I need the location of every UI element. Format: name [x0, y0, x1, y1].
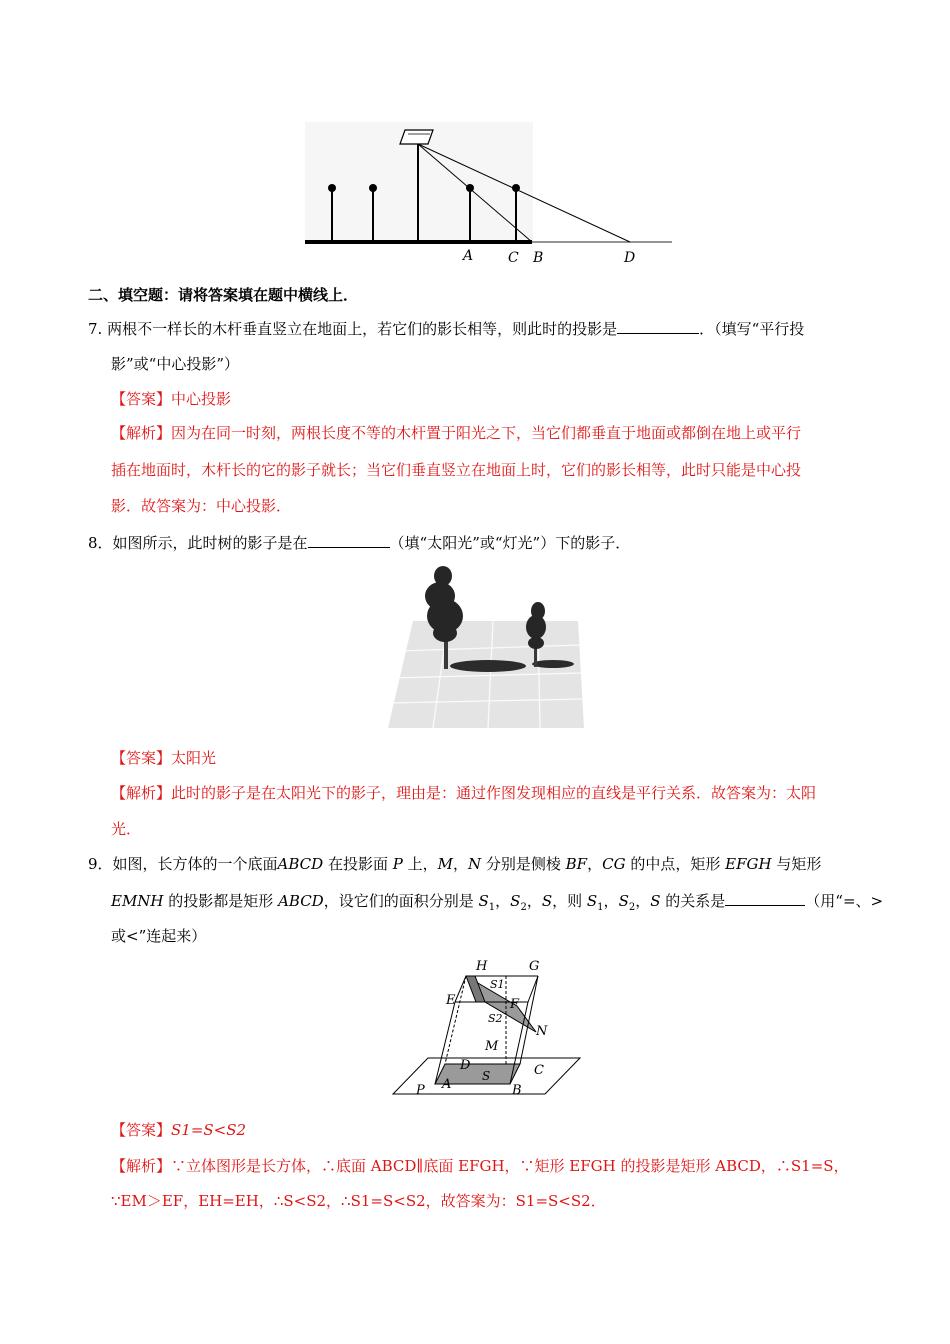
q9-var: S — [510, 892, 521, 910]
q8-answer — [111, 747, 216, 769]
q9-sub: 2 — [628, 902, 636, 913]
label-s: S — [482, 1069, 491, 1083]
q7-answer-blank[interactable] — [617, 317, 699, 334]
q9-var: S — [541, 892, 553, 910]
q9-var: EFGH — [725, 855, 772, 873]
cuboid-projection-figure — [390, 952, 590, 1100]
q9-sub: 1 — [597, 902, 604, 913]
answer-text: 中心投影 — [171, 390, 232, 408]
q9-line3: 或<”连起来） — [111, 927, 207, 945]
label-a: A — [463, 248, 474, 264]
q9-var: P — [392, 855, 403, 873]
q9-var: BF — [565, 855, 588, 873]
q9-text: 分别是侧棱 — [481, 855, 566, 873]
label-c: C — [534, 1063, 544, 1078]
label-h: H — [476, 959, 488, 974]
lamp-box — [400, 130, 433, 144]
q9-var: N — [467, 855, 482, 873]
q9-var: EMNH — [111, 892, 164, 910]
q9-var: S — [478, 892, 489, 910]
q9-text: 的关系是 — [660, 892, 726, 910]
q9-answer — [111, 1119, 246, 1141]
answer-tag: 【答案】 — [111, 749, 172, 767]
q7-analysis-1 — [111, 422, 801, 444]
tree2-crown — [526, 602, 546, 649]
label-s2: S2 — [488, 1012, 503, 1025]
label-c: C — [508, 250, 519, 266]
q9-text: ，设它们的面积分别是 — [323, 892, 479, 910]
q8-answer-blank[interactable] — [308, 531, 390, 548]
q9-text: ，则 — [552, 892, 587, 910]
label-n: N — [536, 1024, 548, 1039]
q8-line1 — [88, 531, 630, 554]
q9-text: 在投影面 — [323, 855, 393, 873]
label-g: G — [529, 959, 540, 974]
q9-var: ABCD — [278, 892, 324, 910]
q9-sub: 1 — [488, 902, 496, 913]
q9-line2 — [111, 889, 883, 919]
analysis-tag: 【解析】 — [111, 424, 172, 442]
answer-text: S1=S<S2 — [171, 1121, 247, 1139]
q9-var: S — [650, 892, 661, 910]
label-a: A — [442, 1077, 452, 1092]
tree1-shadow — [450, 660, 526, 672]
q7-analysis-3: 影．故答案为：中心投影． — [111, 497, 292, 515]
q9-text: ， — [603, 892, 619, 910]
q9-var: ABCD — [277, 855, 324, 873]
analysis-tag: 【解析】 — [111, 784, 172, 802]
label-f: F — [510, 997, 520, 1012]
q9-text: 与矩形 — [771, 855, 822, 873]
label-e: E — [446, 993, 456, 1008]
q9-analysis-2: ∵EM＞EF，EH=EH，∴S<S2，∴S1=S<S2，故答案为：S1=S<S2． — [111, 1192, 606, 1210]
answer-tag: 【答案】 — [111, 390, 172, 408]
q9-text: ， — [495, 892, 511, 910]
q9-text: （用“=、> — [805, 892, 884, 910]
q7-answer — [111, 388, 231, 410]
q8-text-a: 8．如图所示，此时树的影子是在 — [88, 534, 308, 552]
q8-text-b: （填“太阳光”或“灯光”）下的影子． — [389, 534, 631, 552]
q7-text-a: 7. 两根不一样长的木杆垂直竖立在地面上，若它们的影长相等，则此时的投影是 — [88, 320, 618, 338]
label-b: B — [533, 250, 544, 266]
q9-text: 上， — [402, 855, 438, 873]
answer-tag: 【答案】 — [111, 1121, 172, 1139]
q9-answer-blank[interactable] — [725, 889, 805, 906]
lamp-poles-figure — [300, 122, 680, 267]
q9-text: ， — [587, 855, 603, 873]
label-p: P — [416, 1083, 425, 1098]
label-b: B — [512, 1083, 522, 1098]
answer-text: 太阳光 — [171, 749, 217, 767]
q8-analysis-1 — [111, 782, 816, 804]
analysis-text: 此时的影子是在太阳光下的影子，理由是：通过作图发现相应的直线是平行关系．故答案为：太阳 — [171, 784, 817, 802]
section-heading: 二、填空题：请将答案填在题中横线上． — [88, 286, 359, 304]
q9-text: ， — [452, 855, 468, 873]
q9-var: M — [437, 855, 453, 873]
q8-analysis-2: 光． — [111, 820, 142, 838]
q7-line2: 影”或“中心投影”） — [111, 355, 240, 373]
analysis-text: ∵立体图形是长方体，∴底面 ABCD∥底面 EFGH，∵矩形 EFGH 的投影是矩形 ABCD，∴S1=S， — [171, 1157, 849, 1175]
q9-var: S — [586, 892, 598, 910]
label-d: D — [624, 250, 636, 266]
q9-text: ， — [635, 892, 651, 910]
q9-text: ， — [526, 892, 542, 910]
q9-analysis-1 — [111, 1155, 849, 1177]
ground-plane — [388, 621, 584, 728]
q9-text: 的投影都是矩形 — [163, 892, 279, 910]
label-m: M — [485, 1039, 499, 1054]
q7-text-b: ．（填写“平行投 — [699, 320, 805, 338]
q7-line1 — [88, 317, 804, 340]
analysis-text: 因为在同一时刻，两根长度不等的木杆置于阳光之下，当它们都垂直于地面或都倒在地上或平行 — [171, 424, 802, 442]
q9-sub: 2 — [520, 902, 527, 913]
q9-text: 的中点，矩形 — [625, 855, 726, 873]
label-s1: S1 — [490, 978, 505, 991]
analysis-tag: 【解析】 — [111, 1157, 172, 1175]
q7-analysis-2: 插在地面时，木杆长的它的影子就长；当它们垂直竖立在地面上时，它们的影长相等，此时只能是中心投 — [111, 461, 802, 479]
q9-text: 9．如图，长方体的一个底面 — [88, 855, 278, 873]
q9-var: CG — [602, 855, 626, 873]
label-d: D — [460, 1058, 471, 1073]
trees-photo — [388, 563, 584, 728]
q9-var: S — [618, 892, 629, 910]
tree2-shadow — [532, 660, 574, 668]
q9-line1 — [88, 853, 821, 875]
